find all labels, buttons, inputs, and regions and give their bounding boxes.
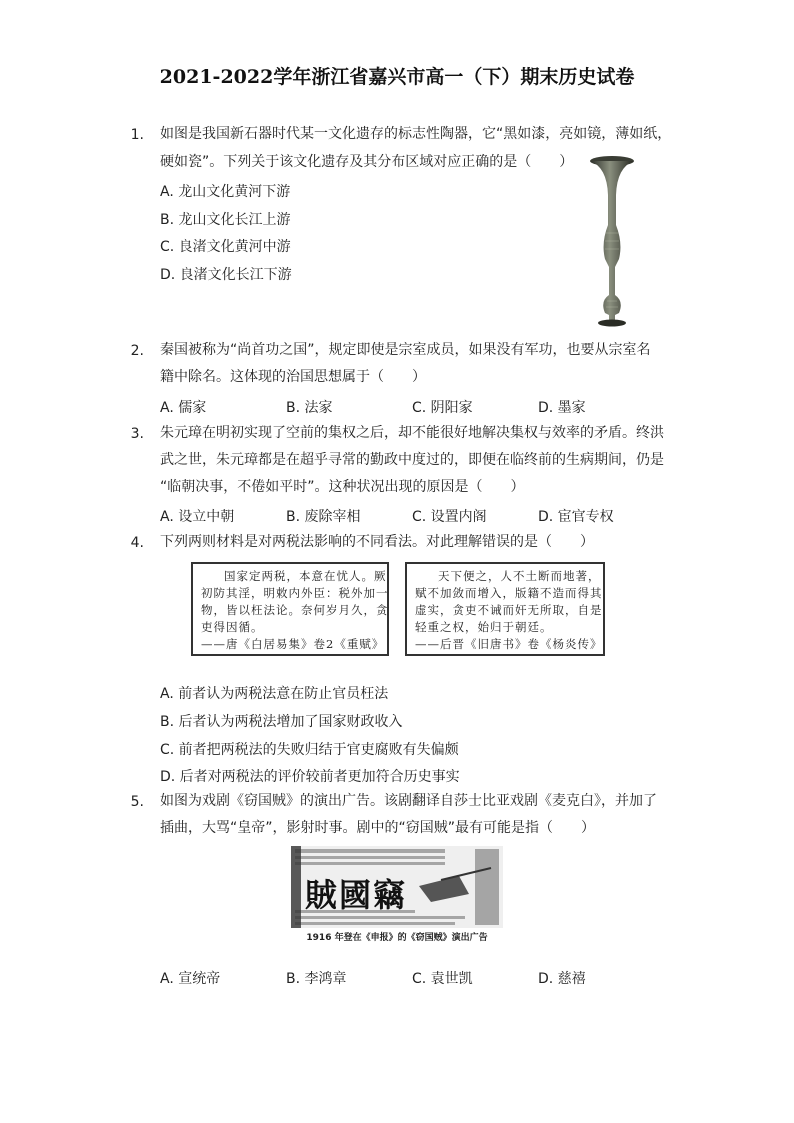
newspaper-advertisement-image: [291, 846, 503, 928]
option-b[interactable]: B. 龙山文化长江上游: [160, 212, 291, 228]
question-text-line: 插曲，大骂“皇帝”，影射时事。剧中的“窃国贼”最有可能是指（ ）: [160, 820, 596, 836]
option-d[interactable]: D. 后者对两税法的评价较前者更加符合历史事实: [160, 769, 460, 785]
question-text-line: “临朝决事，不倦如平时”。这种状况出现的原因是（ ）: [160, 479, 525, 495]
option-d[interactable]: D. 宦官专权: [538, 509, 614, 525]
material-line: 吏得因循。: [201, 620, 264, 634]
option-c[interactable]: C. 袁世凯: [412, 971, 473, 987]
material-line: 初防其淫，明敕内外臣：税外加一: [201, 586, 389, 600]
material-line: 物，皆以枉法论。奈何岁月久，贪: [201, 603, 389, 617]
poster-caption: 1916 年登在《申报》的《窃国贼》演出广告: [306, 933, 488, 943]
material-line: 赋不加敛而增入，版籍不造而得其: [415, 586, 603, 600]
material-box-right: [405, 562, 605, 656]
material-source: ——唐《白居易集》卷2《重赋》: [201, 637, 385, 651]
question-number: 5.: [130, 794, 144, 810]
material-source: ——后晋《旧唐书》卷《杨炎传》: [415, 637, 603, 651]
exam-title: 2021-2022学年浙江省嘉兴市高一（下）期末历史试卷: [159, 66, 635, 88]
material-line: 天下便之，人不土断而地著，: [438, 569, 601, 583]
question-number: 1.: [130, 127, 144, 143]
question-number: 4.: [130, 535, 144, 551]
option-c[interactable]: C. 前者把两税法的失败归结于官吏腐败有失偏颇: [160, 742, 459, 758]
material-box-left: [191, 562, 389, 656]
question-text-line: 秦国被称为“尚首功之国”，规定即使是宗室成员，如果没有军功，也要从宗室名: [160, 342, 651, 358]
option-b[interactable]: B. 后者认为两税法增加了国家财政收入: [160, 714, 403, 730]
option-b[interactable]: B. 李鸿章: [286, 971, 347, 987]
option-a[interactable]: A. 宣统帝: [160, 971, 221, 987]
option-a[interactable]: A. 前者认为两税法意在防止官员枉法: [160, 686, 389, 702]
material-line: 国家定两税，本意在忧人。厥: [224, 569, 387, 583]
option-a[interactable]: A. 儒家: [160, 400, 207, 416]
option-a[interactable]: A. 龙山文化黄河下游: [160, 184, 291, 200]
question-text-line: 下列两则材料是对两税法影响的不同看法。对此理解错误的是（ ）: [160, 534, 594, 550]
option-c[interactable]: C. 设置内阁: [412, 509, 487, 525]
question-text-line: 如图是我国新石器时代某一文化遗存的标志性陶器，它“黑如漆，亮如镜，薄如纸，: [160, 126, 672, 142]
question-text-line: 籍中除名。这体现的治国思想属于（ ）: [160, 369, 426, 385]
question-number: 3.: [130, 426, 144, 442]
option-d[interactable]: D. 慈禧: [538, 971, 586, 987]
option-d[interactable]: D. 良渚文化长江下游: [160, 267, 292, 283]
option-a[interactable]: A. 设立中朝: [160, 509, 235, 525]
question-text-line: 朱元璋在明初实现了空前的集权之后，却不能很好地解决集权与效率的矛盾。终洪: [160, 425, 664, 441]
black-pottery-cup-image: [589, 155, 635, 327]
question-text-line: 武之世，朱元璋都是在超乎寻常的勤政中度过的，即便在临终前的生病期间，仍是: [160, 452, 664, 468]
material-line: 虚实，贪吏不诫而奸无所取，自是: [415, 603, 603, 617]
option-b[interactable]: B. 法家: [286, 400, 333, 416]
material-line: 轻重之权，始归于朝廷。: [415, 620, 553, 634]
poster-title: 賊國竊: [305, 876, 408, 914]
question-text-line: 如图为戏剧《窃国贼》的演出广告。该剧翻译自莎士比亚戏剧《麦克白》，并加了: [160, 793, 657, 809]
question-number: 2.: [130, 343, 144, 359]
option-c[interactable]: C. 阴阳家: [412, 400, 473, 416]
question-text-line: 硬如瓷”。下列关于该文化遗存及其分布区域对应正确的是（ ）: [160, 154, 574, 170]
option-d[interactable]: D. 墨家: [538, 400, 586, 416]
option-b[interactable]: B. 废除宰相: [286, 509, 361, 525]
option-c[interactable]: C. 良渚文化黄河中游: [160, 239, 291, 255]
